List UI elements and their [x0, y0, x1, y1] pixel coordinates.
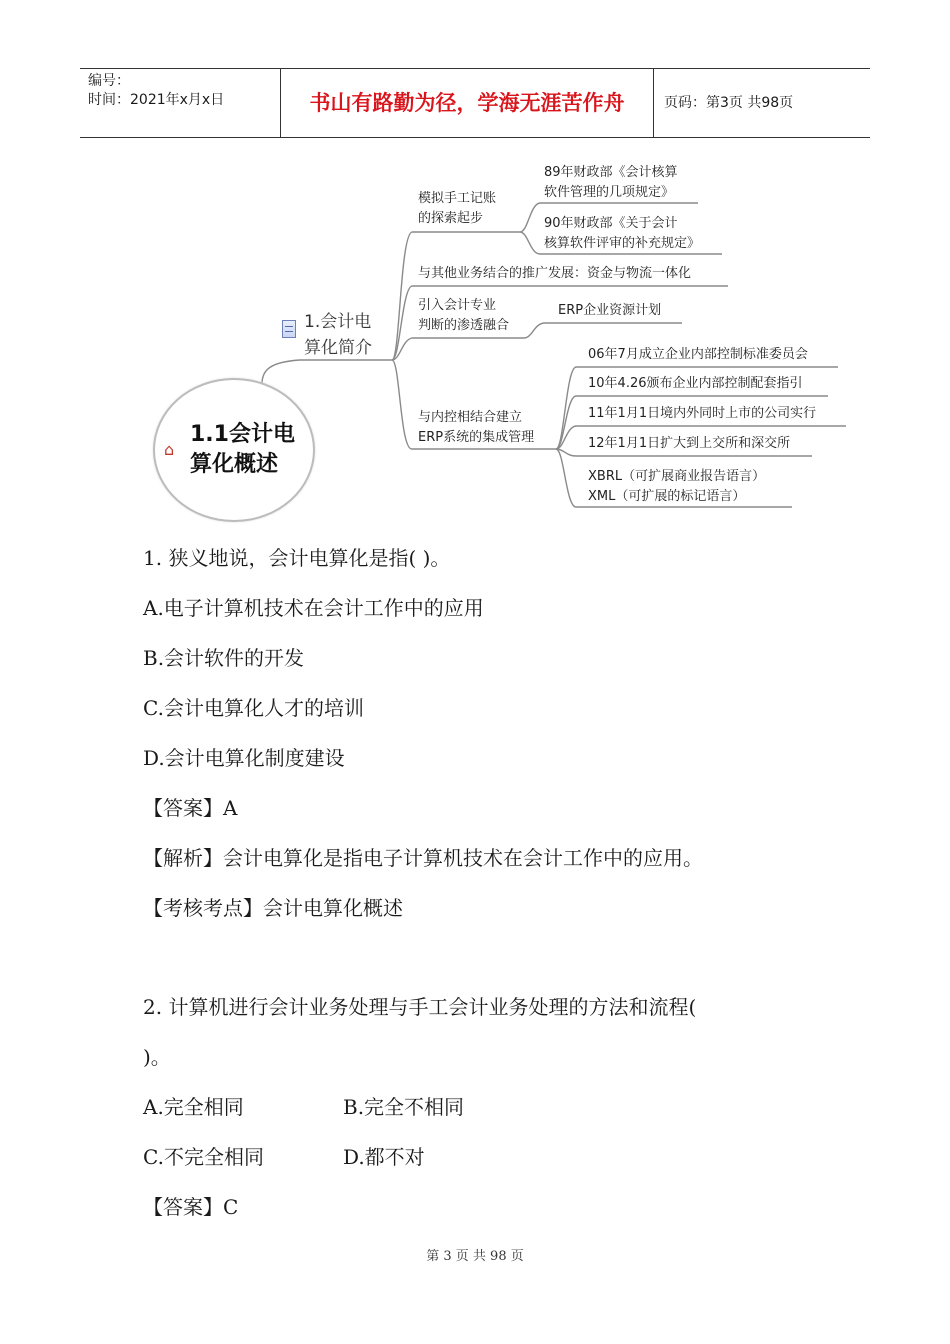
q2-option-b: B.完全不相同: [343, 1095, 465, 1119]
leaf-internal-control-1: 06年7月成立企业内部控制标准委员会: [588, 347, 808, 362]
q1-answer: 【答案】A: [143, 796, 238, 820]
leaf-internal-control-2: 10年4.26颁布企业内部控制配套指引: [588, 376, 803, 391]
q2-stem-line-2: )。: [143, 1045, 171, 1069]
leaf-line: XML（可扩展的标记语言）: [588, 489, 746, 504]
leaf-erp: ERP企业资源计划: [558, 303, 662, 318]
leaf-line: XBRL（可扩展商业报告语言）: [588, 469, 766, 484]
q1-stem: 1. 狭义地说，会计电算化是指( )。: [143, 546, 451, 570]
header-motto: 书山有路勤为径，学海无涯苦作舟: [281, 69, 654, 137]
note-icon: [282, 320, 296, 338]
q1-option-a: A.电子计算机技术在会计工作中的应用: [143, 596, 484, 620]
branch-line: 与内控相结合建立: [418, 410, 523, 425]
doc-number: 编号：: [88, 73, 130, 89]
q1-option-b: B.会计软件的开发: [143, 646, 305, 670]
leaf-line: 软件管理的几项规定》: [544, 185, 675, 200]
q2-option-a: A.完全相同: [143, 1095, 244, 1119]
leaf-89-regulation: [544, 163, 678, 203]
q2-option-c: C.不完全相同: [143, 1145, 264, 1169]
topic-line-2: 算化简介: [304, 338, 372, 358]
leaf-line: 89年财政部《会计核算: [544, 165, 678, 180]
branch-line: 引入会计专业: [418, 298, 497, 313]
leaf-line: 90年财政部《关于会计: [544, 216, 678, 231]
branch-internal-control: [418, 408, 534, 448]
home-icon: ⌂: [164, 440, 175, 459]
branch-integration: 与其他业务结合的推广发展：资金与物流一体化: [418, 266, 692, 281]
branch-manual-bookkeeping: [418, 189, 496, 229]
leaf-90-regulation: [544, 214, 700, 254]
leaf-internal-control-4: 12年1月1日扩大到上交所和深交所: [588, 436, 791, 451]
leaf-internal-control-3: 11年1月1日境内外同时上市的公司实行: [588, 406, 817, 421]
mindmap-root-label: [190, 420, 295, 480]
branch-line: ERP系统的集成管理: [418, 430, 535, 445]
header-page-count: 页码：第3页 共98页: [664, 95, 794, 111]
q1-analysis: 【解析】会计电算化是指电子计算机技术在会计工作中的应用。: [143, 846, 703, 870]
branch-line: 模拟手工记账: [418, 191, 497, 206]
doc-time: 时间：2021年x月x日: [88, 92, 225, 108]
root-line-1: 1.1会计电: [190, 422, 295, 447]
branch-line: 判断的渗透融合: [418, 318, 510, 333]
root-line-2: 算化概述: [190, 452, 279, 477]
mindmap-topic: [304, 309, 372, 361]
leaf-line: 核算软件评审的补充规定》: [544, 236, 701, 251]
q1-option-d: D.会计电算化制度建设: [143, 746, 345, 770]
branch-line: 的探索起步: [418, 211, 484, 226]
q1-exam-point: 【考核考点】会计电算化概述: [143, 896, 403, 920]
q2-answer: 【答案】C: [143, 1195, 239, 1219]
q1-option-c: C.会计电算化人才的培训: [143, 696, 364, 720]
q2-stem-line-1: 2. 计算机进行会计业务处理与手工会计业务处理的方法和流程(: [143, 995, 697, 1019]
page-footer: 第 3 页 共 98 页: [426, 1249, 524, 1264]
topic-line-1: 1.会计电: [304, 312, 372, 332]
q2-option-d: D.都不对: [343, 1145, 425, 1169]
branch-professional-judgment: [418, 296, 509, 336]
leaf-xbrl-xml: [588, 467, 765, 507]
